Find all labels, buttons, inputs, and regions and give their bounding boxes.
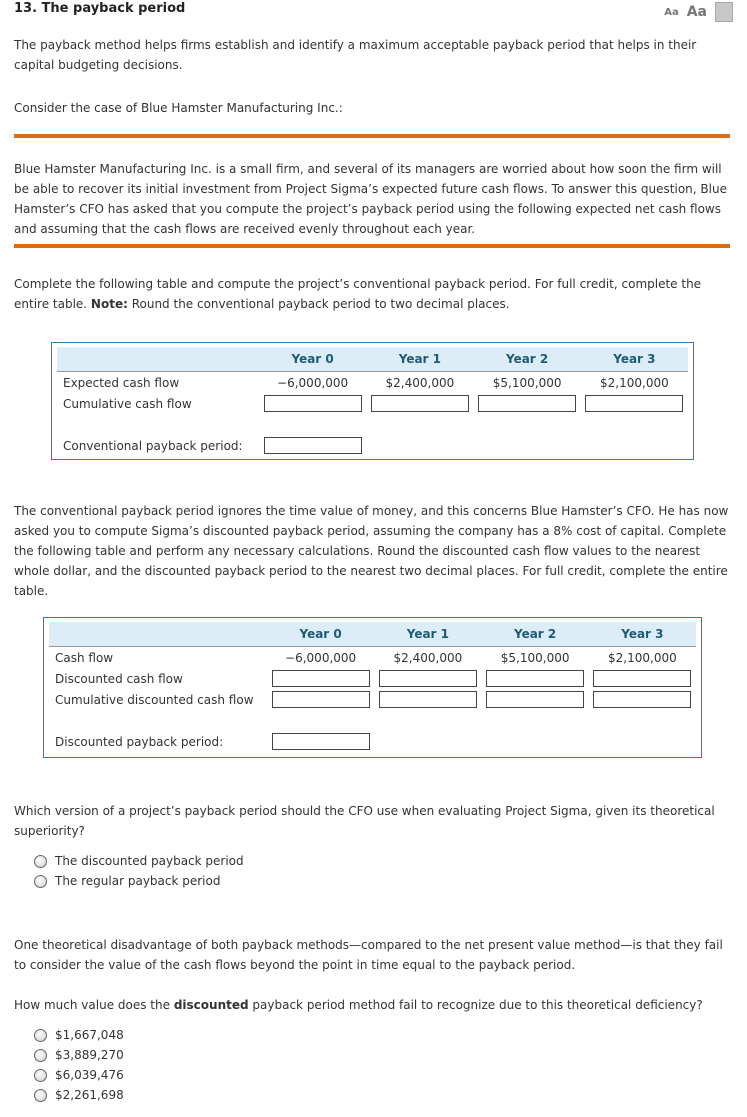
row-label: Cash flow xyxy=(55,650,114,665)
col-header: Year 3 xyxy=(581,347,688,372)
option-label: The regular payback period xyxy=(55,874,221,888)
discounted-payback-table xyxy=(43,617,702,758)
radio-icon[interactable] xyxy=(34,875,47,888)
col-header: Year 1 xyxy=(366,347,473,372)
question-1: Which version of a project’s payback period should the CFO use when evaluating Project Sigma, given its theoretical superiority? xyxy=(14,804,715,838)
option-label: $3,889,270 xyxy=(55,1048,124,1062)
toolbar xyxy=(664,2,733,22)
col-header: Year 0 xyxy=(267,622,374,647)
radio-icon[interactable] xyxy=(34,1089,47,1102)
row-label: Discounted cash flow xyxy=(55,671,183,686)
decrease-font-button[interactable]: Aa xyxy=(664,6,679,18)
row-label: Discounted payback period: xyxy=(55,734,224,749)
cum-discounted-input-y0[interactable] xyxy=(272,691,370,708)
discounted-input-y0[interactable] xyxy=(272,670,370,687)
col-header: Year 2 xyxy=(482,622,589,647)
row-label: Expected cash flow xyxy=(63,375,180,390)
cell: $2,100,000 xyxy=(608,650,677,665)
cell: $2,400,000 xyxy=(393,650,463,665)
cell: $2,100,000 xyxy=(600,375,669,390)
radio-option[interactable] xyxy=(34,1025,124,1045)
scenario-text: Blue Hamster Manufacturing Inc. is a small firm, and several of its managers are worried about how soon the firm will be able to recover its initial investment from Project Sigma’s expected future cash flows. To answer this question, Blue Hamster’s CFO has asked that you compute the project’s payback period using the following expected net cash flows and assuming that the cash flows are received evenly throughout each year. xyxy=(14,162,727,236)
cum-discounted-input-y3[interactable] xyxy=(593,691,691,708)
consider-text: Consider the case of Blue Hamster Manufacturing Inc.: xyxy=(14,101,343,115)
radio-icon[interactable] xyxy=(34,855,47,868)
col-header: Year 0 xyxy=(259,347,366,372)
radio-option[interactable] xyxy=(34,871,244,891)
increase-font-button[interactable]: Aa xyxy=(686,4,707,20)
question-2: How much value does the discounted payback period method fail to recognize due to this theoretical deficiency? xyxy=(14,998,703,1012)
intro-text: The payback method helps firms establish and identify a maximum acceptable payback period that helps in their capital budgeting decisions. xyxy=(14,38,697,72)
col-header: Year 2 xyxy=(474,347,581,372)
radio-icon[interactable] xyxy=(34,1069,47,1082)
cumulative-input-y3[interactable] xyxy=(585,395,683,412)
print-icon[interactable] xyxy=(715,2,733,22)
discounted-payback-input[interactable] xyxy=(272,733,370,750)
cum-discounted-input-y2[interactable] xyxy=(486,691,584,708)
instructions-2: The conventional payback period ignores the time value of money, and this concerns Blue Hamster’s CFO. He has now asked you to compute Sigma’s discounted payback period, assuming the company has a 8% cost of capital. Complete the following table and perform any necessary calculations. Round the discounted cash flow values to the nearest whole dollar, and the discounted payback period to the nearest two decimal places. For full credit, complete the entire table. xyxy=(14,504,729,598)
radio-icon[interactable] xyxy=(34,1049,47,1062)
option-label: $2,261,698 xyxy=(55,1088,124,1102)
cumulative-input-y0[interactable] xyxy=(264,395,362,412)
cell: −6,000,000 xyxy=(277,375,349,390)
row-label: Cumulative discounted cash flow xyxy=(55,692,254,707)
cum-discounted-input-y1[interactable] xyxy=(379,691,477,708)
col-header: Year 3 xyxy=(589,622,696,647)
option-label: $1,667,048 xyxy=(55,1028,124,1042)
radio-icon[interactable] xyxy=(34,1029,47,1042)
divider xyxy=(14,244,730,248)
option-label: The discounted payback period xyxy=(55,854,244,868)
q2-options xyxy=(34,1025,124,1105)
cell: −6,000,000 xyxy=(285,650,357,665)
row-label: Cumulative cash flow xyxy=(63,396,192,411)
radio-option[interactable] xyxy=(34,1045,124,1065)
radio-option[interactable] xyxy=(34,1065,124,1085)
radio-option[interactable] xyxy=(34,851,244,871)
discounted-input-y1[interactable] xyxy=(379,670,477,687)
discounted-input-y3[interactable] xyxy=(593,670,691,687)
radio-option[interactable] xyxy=(34,1085,124,1105)
cumulative-input-y1[interactable] xyxy=(371,395,469,412)
divider xyxy=(14,134,730,138)
payback-table xyxy=(51,342,694,460)
cell: $5,100,000 xyxy=(492,375,562,390)
question-title: 13. The payback period xyxy=(14,1,186,16)
cell: $5,100,000 xyxy=(500,650,570,665)
row-label: Conventional payback period: xyxy=(63,438,243,453)
discounted-input-y2[interactable] xyxy=(486,670,584,687)
q1-options xyxy=(34,851,244,891)
instructions-1: Complete the following table and compute the project’s conventional payback period. For full credit, complete the entire table. Note: Round the conventional payback period to two decimal places. xyxy=(14,277,702,311)
disadvantage-text: One theoretical disadvantage of both payback methods—compared to the net present value method—is that they fail to consider the value of the cash flows beyond the point in time equal to the payback period. xyxy=(14,938,723,972)
option-label: $6,039,476 xyxy=(55,1068,124,1082)
cell: $2,400,000 xyxy=(385,375,455,390)
col-header: Year 1 xyxy=(374,622,481,647)
conventional-payback-input[interactable] xyxy=(264,437,362,454)
cumulative-input-y2[interactable] xyxy=(478,395,576,412)
